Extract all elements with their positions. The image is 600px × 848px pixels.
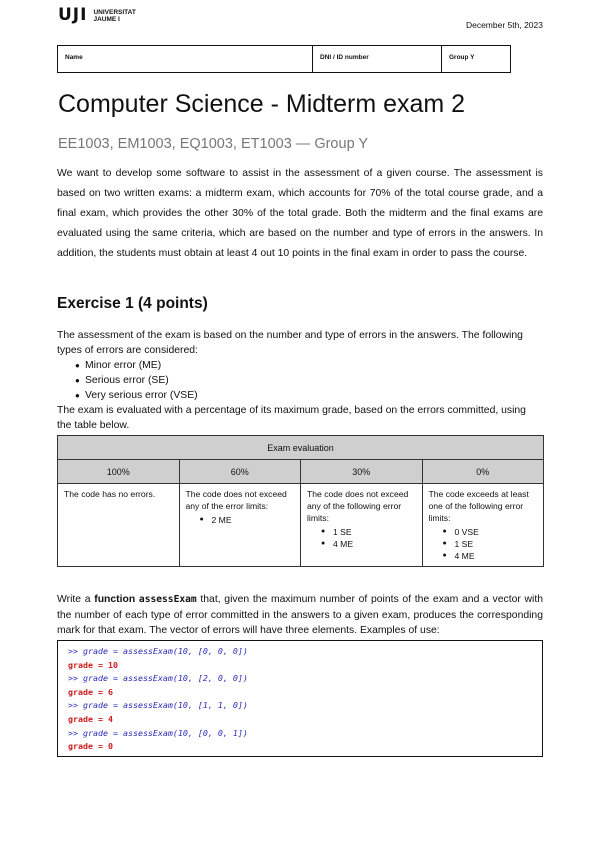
command-text: grade = assessExam(10, [2, 0, 0]): [83, 673, 248, 684]
cell-list: [200, 514, 295, 526]
table-cell: [179, 484, 301, 567]
code-output-line: grade = 10: [68, 659, 118, 670]
cell-list: [443, 526, 538, 562]
command-text: grade = assessExam(10, [0, 0, 1]): [83, 727, 248, 738]
list-item: ● Serious error (SE): [75, 373, 527, 388]
cell-text: The code does not exceed any of the error limits:: [185, 489, 287, 511]
group-field[interactable]: [442, 46, 510, 72]
logo-line-2: JAUME I: [93, 15, 120, 23]
list-item: ● 4 ME: [321, 538, 416, 550]
list-item: ● 0 VSE: [443, 526, 538, 538]
table-header-cell: 30%: [301, 460, 423, 484]
command-text: grade = assessExam(10, [1, 1, 0]): [83, 700, 248, 711]
exercise-1-paragraph-2: The exam is evaluated with a percentage of its maximum grade, based on the errors committed, using the table below.: [57, 405, 526, 431]
cell-list: [321, 526, 416, 550]
logo-line-1: UNIVERSITAT: [93, 8, 136, 16]
cell-text: The code exceeds at least one of the following error limits:: [428, 489, 529, 523]
cell-text: The code does not exceed any of the following error limits:: [307, 489, 409, 523]
table-header-cell: 0%: [422, 460, 544, 484]
list-item: ● 4 ME: [443, 550, 538, 562]
table-header-cell: 60%: [179, 460, 301, 484]
exam-date: December 5th, 2023: [465, 20, 543, 30]
task-pre: Write a: [57, 594, 95, 605]
group-label: Group Y: [449, 54, 475, 61]
prompt-symbol: >>: [68, 673, 78, 684]
task-bold-word: function: [94, 594, 136, 605]
function-name: assessExam: [138, 594, 197, 605]
table-header-cell: 100%: [58, 460, 180, 484]
code-example-box: [57, 640, 543, 757]
prompt-symbol: >>: [68, 646, 78, 656]
dni-field[interactable]: [313, 46, 442, 72]
list-item: ● 1 SE: [321, 526, 416, 538]
logo-mark: UJI: [58, 5, 88, 25]
command-text: grade = assessExam(10, [0, 0, 0]): [83, 646, 248, 656]
page-title: Computer Science - Midterm exam 2: [58, 90, 466, 118]
list-item: ● 2 ME: [200, 514, 295, 526]
error-types-list: [75, 358, 527, 403]
code-command-line: [68, 645, 532, 659]
page-subtitle: EE1003, EM1003, EQ1003, ET1003 — Group Y: [58, 136, 369, 152]
code-output-line: grade = 4: [68, 713, 113, 724]
exercise-1-heading: Exercise 1 (4 points): [57, 295, 208, 312]
table-cell: [422, 484, 544, 567]
prompt-symbol: >>: [68, 727, 78, 738]
name-field[interactable]: [58, 46, 313, 72]
code-command-line: [68, 727, 532, 741]
code-output-line: grade = 6: [68, 686, 113, 697]
code-output-line: grade = 0: [68, 741, 113, 752]
intro-paragraph: We want to develop some software to assist in the assessment of a given course. The assessment is based on two written exams: a midterm exam, which accounts for 70% of the total course grade, and a final exam, which provides the other 30% of the total grade. Both the midterm and the final exams are evaluated using the same criteria, which are based on the number and type of errors in the answers. In addition, the students must obtain at least 4 out 10 points in the final exam in order to pass the course.: [57, 168, 543, 259]
table-cell: [58, 484, 180, 567]
table-caption: Exam evaluation: [58, 436, 544, 460]
student-id-table: [57, 45, 511, 73]
exam-evaluation-table: [57, 435, 544, 567]
cell-text: The code has no errors.: [64, 489, 156, 499]
dni-label: DNI / ID number: [320, 54, 369, 61]
exercise-1-paragraph-1: The assessment of the exam is based on the number and type of errors in the answers. The following types of errors are considered:: [57, 330, 523, 356]
name-label: Name: [65, 54, 83, 61]
list-item: ● Very serious error (VSE): [75, 388, 527, 403]
table-cell: [301, 484, 423, 567]
logo-text: [93, 9, 135, 23]
code-command-line: [68, 672, 532, 686]
task-paragraph: [57, 592, 543, 639]
prompt-symbol: >>: [68, 700, 78, 711]
list-item: ● Minor error (ME): [75, 358, 527, 373]
list-item: ● 1 SE: [443, 538, 538, 550]
university-logo: [58, 7, 136, 24]
task-post: that, given the maximum number of points of the exam and a vector with the number of each type of error committed in the answers to a given exam, produces the corresponding mark for that exam. The vector of errors will have three elements. Examples of use:: [57, 594, 544, 636]
code-command-line: [68, 699, 532, 713]
exercise-1-body: [57, 328, 527, 433]
